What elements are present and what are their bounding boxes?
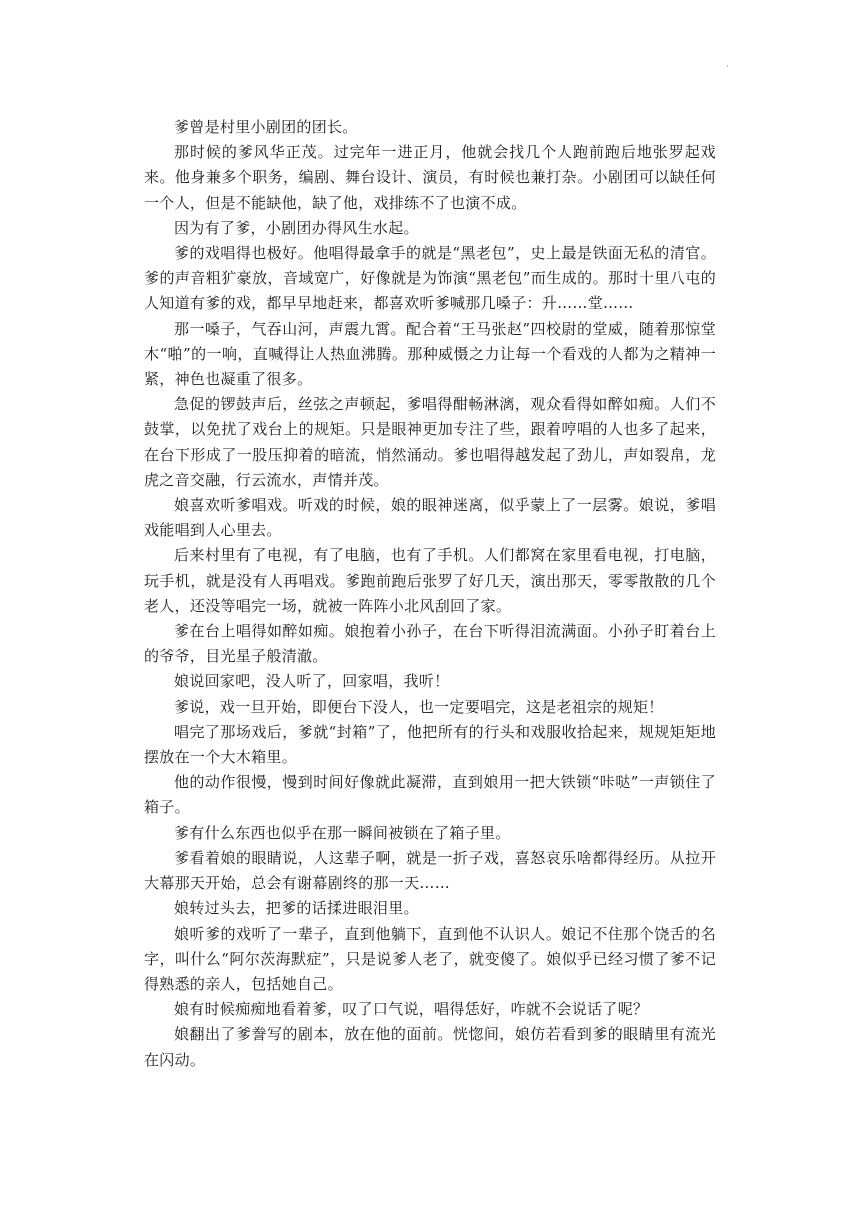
paragraph: 娘听爹的戏听了一辈子，直到他躺下，直到他不认识人。娘记不住那个饶舌的名字，叫什么“阿尔茨海默症”，只是说爹人老了，就变傻了。娘似乎已经习惯了爹不记得熟悉的亲人，包括她自己。: [144, 924, 716, 993]
paragraph: 爹说，戏一旦开始，即便台下没人，也一定要唱完，这是老祖宗的规矩！: [174, 697, 664, 716]
paragraph: 娘有时候痴痴地看着爹，叹了口气说，唱得恁好，咋就不会说话了呢？: [174, 1000, 649, 1019]
paragraph: 爹有什么东西也似乎在那一瞬间被锁在了箱子里。: [174, 823, 511, 842]
paragraph: 因为有了爹，小剧团办得风生水起。: [174, 218, 419, 237]
paragraph: 急促的锣鼓声后，丝弦之声顿起，爹唱得酣畅淋漓，观众看得如醉如痴。人们不鼓掌，以免扰了戏台上的规矩。只是眼神更加专注了些，跟着哼唱的人也多了起来，在台下形成了一股压抑着的暗流，悄然涌动。爹也唱得越发起了劲儿，声如裂帛，龙虎之音交融，行云流水，声情并茂。: [144, 395, 716, 489]
paragraph: 他的动作很慢，慢到时间好像就此凝滞，直到娘用一把大铁锁“咔哒”一声锁住了箱子。: [144, 773, 716, 817]
paragraph: 爹在台上唱得如醉如痴。娘抱着小孙子，在台下听得泪流满面。小孙子盯着台上的爷爷，目光星子般清澈。: [144, 622, 716, 666]
paragraph: 爹曾是村里小剧团的团长。: [174, 118, 358, 136]
paragraph: 娘喜欢听爹唱戏。听戏的时候，娘的眼神迷离，似乎蒙上了一层雾。娘说，爹唱戏能唱到人心里去。: [144, 496, 716, 540]
paragraph: 唱完了那场戏后，爹就“封箱”了，他把所有的行头和戏服收拾起来，规规矩矩地摆放在一个大木箱里。: [144, 722, 716, 767]
paragraph: 娘转过头去，把爹的话揉进眼泪里。: [174, 899, 419, 918]
paragraph: 爹的戏唱得也极好。他唱得最拿手的就是“黑老包”，史上最是铁面无私的清官。爹的声音粗犷豪放，音域宽广，好像就是为饰演“黑老包”而生成的。那时十里八屯的人知道有爹的戏，都早早地赶来，都喜欢听爹喊那几嗓子：升……堂……: [144, 244, 716, 313]
paragraph: 那一嗓子，气吞山河，声震九霄。配合着“王马张赵”四校尉的堂威，随着那惊堂木“啪”的一响，直喊得让人热血沸腾。那种威慑之力让每一个看戏的人都为之精神一紧，神色也凝重了很多。: [144, 319, 716, 389]
paragraph: 后来村里有了电视，有了电脑，也有了手机。人们都窝在家里看电视，打电脑，玩手机，就是没有人再唱戏。爹跑前跑后张罗了好几天，演出那天，零零散散的几个老人，还没等唱完一场，就被一阵阵小北风刮回了家。: [144, 546, 716, 615]
paragraph: 娘说回家吧，没人听了，回家唱，我听！: [174, 672, 450, 691]
story-body: [144, 115, 716, 1073]
corner-mark: ·: [726, 62, 729, 71]
paragraph: 那时候的爹风华正茂。过完年一进正月，他就会找几个人跑前跑后地张罗起戏来。他身兼多个职务，编剧、舞台设计、演员，有时候也兼打杂。小剧团可以缺任何一个人，但是不能缺他，缺了他，戏排练不了也演不成。: [144, 143, 716, 212]
paragraph: 爹看着娘的眼睛说，人这辈子啊，就是一折子戏，喜怒哀乐啥都得经历。从拉开大幕那天开始，总会有谢幕剧终的那一天……: [144, 848, 716, 893]
paragraph: 娘翻出了爹誊写的剧本，放在他的面前。恍惚间，娘仿若看到爹的眼睛里有流光在闪动。: [144, 1025, 716, 1069]
